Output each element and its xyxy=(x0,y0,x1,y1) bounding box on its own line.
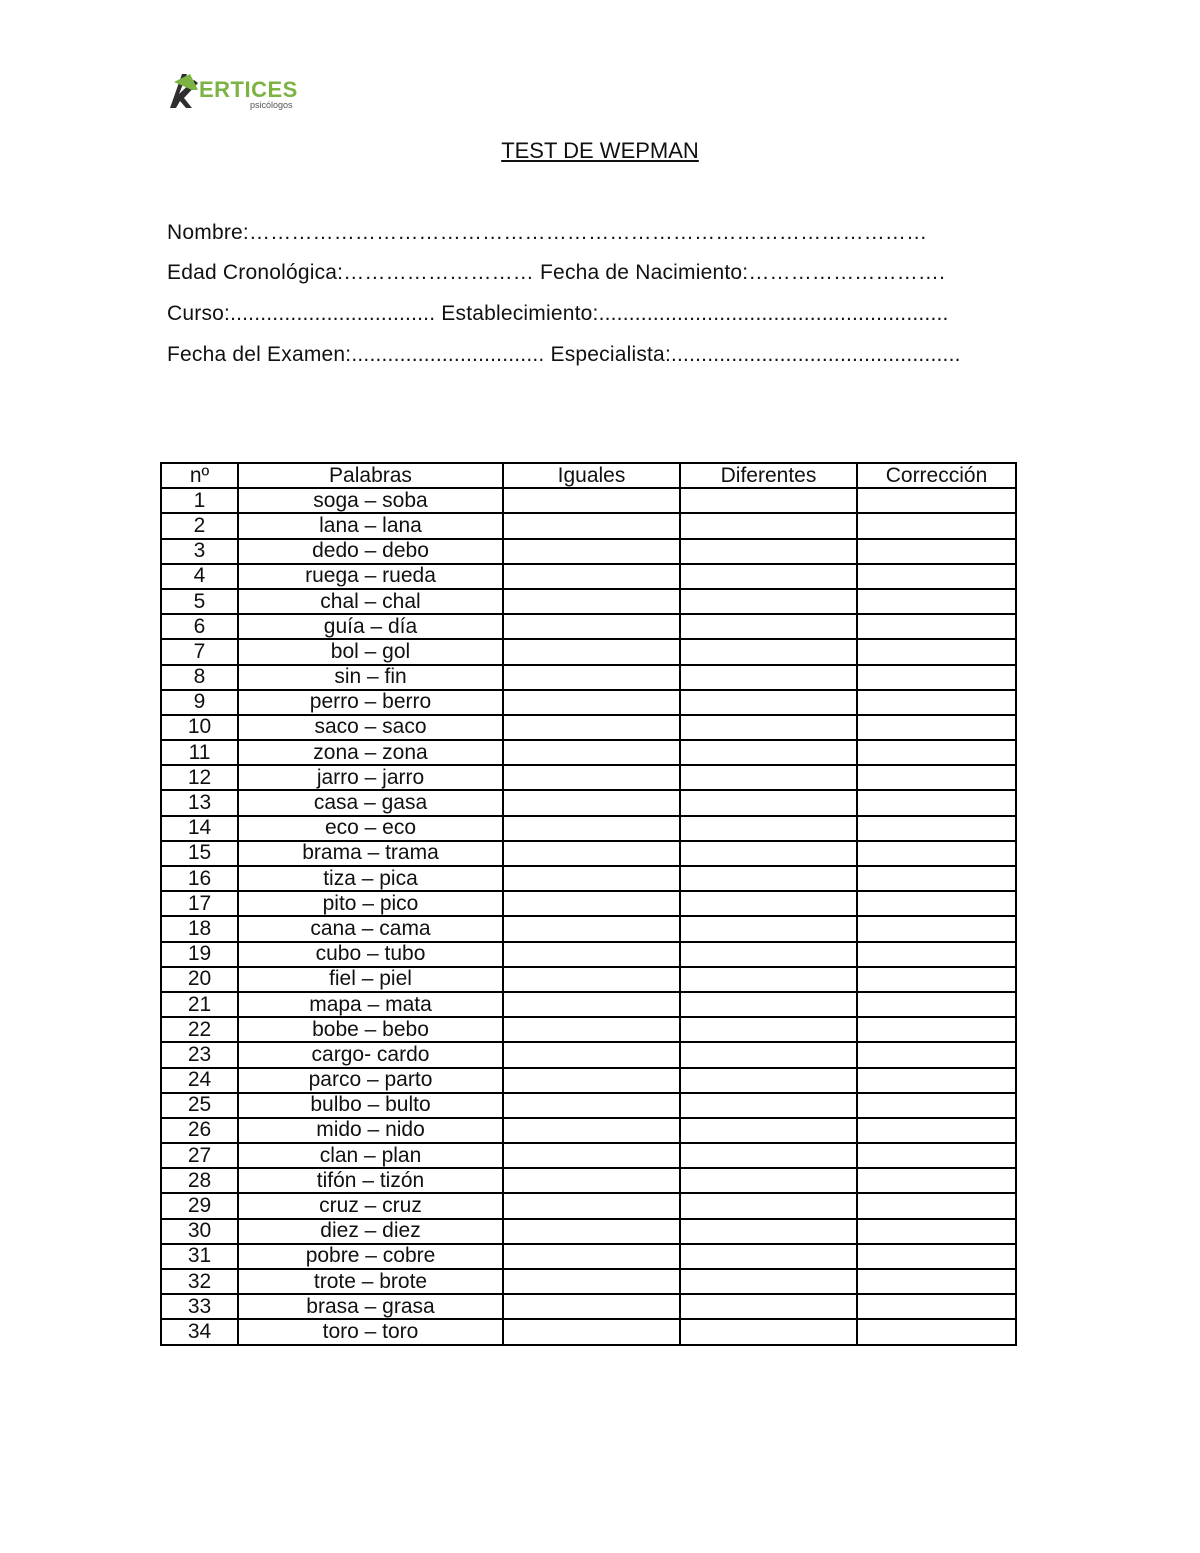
row-number: 34 xyxy=(161,1319,238,1344)
row-number: 4 xyxy=(161,564,238,589)
table-row xyxy=(161,967,1016,992)
correccion-cell[interactable] xyxy=(857,1118,1016,1143)
iguales-cell[interactable] xyxy=(503,1193,680,1218)
table-row xyxy=(161,916,1016,941)
correccion-cell[interactable] xyxy=(857,942,1016,967)
correccion-cell[interactable] xyxy=(857,715,1016,740)
table-row xyxy=(161,1017,1016,1042)
correccion-cell[interactable] xyxy=(857,1042,1016,1067)
iguales-cell[interactable] xyxy=(503,992,680,1017)
diferentes-cell[interactable] xyxy=(680,841,857,866)
table-row xyxy=(161,1219,1016,1244)
fecha-nacimiento-dots[interactable]: ………………………. xyxy=(748,261,946,284)
correccion-cell[interactable] xyxy=(857,916,1016,941)
correccion-cell[interactable] xyxy=(857,1068,1016,1093)
row-number: 1 xyxy=(161,488,238,513)
iguales-cell[interactable] xyxy=(503,715,680,740)
row-number: 29 xyxy=(161,1193,238,1218)
row-number: 2 xyxy=(161,513,238,538)
row-words: diez – diez xyxy=(238,1219,503,1244)
table-row xyxy=(161,564,1016,589)
row-number: 20 xyxy=(161,967,238,992)
iguales-cell[interactable] xyxy=(503,1042,680,1067)
row-words: jarro – jarro xyxy=(238,765,503,790)
row-number: 9 xyxy=(161,690,238,715)
row-number: 26 xyxy=(161,1118,238,1143)
correccion-cell[interactable] xyxy=(857,513,1016,538)
iguales-cell[interactable] xyxy=(503,916,680,941)
correccion-cell[interactable] xyxy=(857,891,1016,916)
row-number: 31 xyxy=(161,1244,238,1269)
correccion-cell[interactable] xyxy=(857,589,1016,614)
correccion-cell[interactable] xyxy=(857,866,1016,891)
correccion-cell[interactable] xyxy=(857,765,1016,790)
row-words: pobre – cobre xyxy=(238,1244,503,1269)
iguales-cell[interactable] xyxy=(503,816,680,841)
especialista-label: Especialista: xyxy=(550,343,671,366)
table-row xyxy=(161,1118,1016,1143)
table-row xyxy=(161,1244,1016,1269)
diferentes-cell[interactable] xyxy=(680,1269,857,1294)
row-number: 8 xyxy=(161,665,238,690)
wepman-table xyxy=(160,462,1017,1346)
row-words: fiel – piel xyxy=(238,967,503,992)
table-row xyxy=(161,488,1016,513)
table-row xyxy=(161,665,1016,690)
row-words: cruz – cruz xyxy=(238,1193,503,1218)
row-number: 30 xyxy=(161,1219,238,1244)
iguales-cell[interactable] xyxy=(503,891,680,916)
diferentes-cell[interactable] xyxy=(680,564,857,589)
fecha-examen-dots[interactable]: ................................ xyxy=(351,343,551,366)
row-words: tiza – pica xyxy=(238,866,503,891)
establecimiento-dots[interactable]: .......................................................... xyxy=(598,302,949,325)
diferentes-cell[interactable] xyxy=(680,488,857,513)
diferentes-cell[interactable] xyxy=(680,942,857,967)
diferentes-cell[interactable] xyxy=(680,816,857,841)
row-number: 33 xyxy=(161,1294,238,1319)
row-words: sin – fin xyxy=(238,665,503,690)
diferentes-cell[interactable] xyxy=(680,967,857,992)
table-row xyxy=(161,740,1016,765)
table-row xyxy=(161,690,1016,715)
row-number: 32 xyxy=(161,1269,238,1294)
row-words: cargo- cardo xyxy=(238,1042,503,1067)
diferentes-cell[interactable] xyxy=(680,665,857,690)
table-row xyxy=(161,1319,1016,1344)
row-words: cubo – tubo xyxy=(238,942,503,967)
correccion-cell[interactable] xyxy=(857,1269,1016,1294)
correccion-cell[interactable] xyxy=(857,639,1016,664)
iguales-cell[interactable] xyxy=(503,1093,680,1118)
nombre-dots[interactable]: …………………………………………………………………………………… xyxy=(248,221,928,244)
row-words: guía – día xyxy=(238,614,503,639)
table-row xyxy=(161,790,1016,815)
table-row xyxy=(161,765,1016,790)
row-number: 6 xyxy=(161,614,238,639)
diferentes-cell[interactable] xyxy=(680,1319,857,1344)
row-words: zona – zona xyxy=(238,740,503,765)
correccion-cell[interactable] xyxy=(857,1294,1016,1319)
row-number: 13 xyxy=(161,790,238,815)
correccion-cell[interactable] xyxy=(857,614,1016,639)
diferentes-cell[interactable] xyxy=(680,513,857,538)
table-row xyxy=(161,1294,1016,1319)
row-number: 14 xyxy=(161,816,238,841)
table-row xyxy=(161,992,1016,1017)
iguales-cell[interactable] xyxy=(503,1269,680,1294)
diferentes-cell[interactable] xyxy=(680,690,857,715)
row-words: mapa – mata xyxy=(238,992,503,1017)
row-number: 18 xyxy=(161,916,238,941)
table-row xyxy=(161,614,1016,639)
iguales-cell[interactable] xyxy=(503,1294,680,1319)
row-words: pito – pico xyxy=(238,891,503,916)
table-header-row xyxy=(161,463,1016,488)
diferentes-cell[interactable] xyxy=(680,715,857,740)
row-words: eco – eco xyxy=(238,816,503,841)
document-title: TEST DE WEPMAN xyxy=(501,138,699,163)
correccion-cell[interactable] xyxy=(857,1093,1016,1118)
curso-establecimiento-field xyxy=(167,302,949,326)
row-number: 24 xyxy=(161,1068,238,1093)
row-words: bol – gol xyxy=(238,639,503,664)
iguales-cell[interactable] xyxy=(503,614,680,639)
row-words: tifón – tizón xyxy=(238,1168,503,1193)
row-words: bulbo – bulto xyxy=(238,1093,503,1118)
table-row xyxy=(161,816,1016,841)
table-row xyxy=(161,942,1016,967)
iguales-cell[interactable] xyxy=(503,1118,680,1143)
table-row xyxy=(161,841,1016,866)
iguales-cell[interactable] xyxy=(503,765,680,790)
table-row xyxy=(161,1269,1016,1294)
row-words: lana – lana xyxy=(238,513,503,538)
diferentes-cell[interactable] xyxy=(680,1193,857,1218)
diferentes-cell[interactable] xyxy=(680,1068,857,1093)
row-number: 7 xyxy=(161,639,238,664)
diferentes-cell[interactable] xyxy=(680,916,857,941)
diferentes-cell[interactable] xyxy=(680,1017,857,1042)
correccion-cell[interactable] xyxy=(857,1319,1016,1344)
iguales-cell[interactable] xyxy=(503,1068,680,1093)
row-number: 16 xyxy=(161,866,238,891)
correccion-cell[interactable] xyxy=(857,992,1016,1017)
correccion-cell[interactable] xyxy=(857,665,1016,690)
fecha-nacimiento-label: Fecha de Nacimiento: xyxy=(540,261,749,284)
iguales-cell[interactable] xyxy=(503,513,680,538)
table-row xyxy=(161,715,1016,740)
iguales-cell[interactable] xyxy=(503,866,680,891)
iguales-cell[interactable] xyxy=(503,488,680,513)
iguales-cell[interactable] xyxy=(503,790,680,815)
row-words: chal – chal xyxy=(238,589,503,614)
examen-especialista-field xyxy=(167,343,961,367)
curso-label: Curso: xyxy=(167,302,231,325)
correccion-cell[interactable] xyxy=(857,1193,1016,1218)
row-number: 21 xyxy=(161,992,238,1017)
nombre-field xyxy=(167,221,927,245)
diferentes-cell[interactable] xyxy=(680,1244,857,1269)
diferentes-cell[interactable] xyxy=(680,1168,857,1193)
table-row xyxy=(161,1042,1016,1067)
row-words: perro – berro xyxy=(238,690,503,715)
row-words: brama – trama xyxy=(238,841,503,866)
diferentes-cell[interactable] xyxy=(680,1219,857,1244)
correccion-cell[interactable] xyxy=(857,740,1016,765)
diferentes-cell[interactable] xyxy=(680,1143,857,1168)
row-words: dedo – debo xyxy=(238,539,503,564)
table-row xyxy=(161,1168,1016,1193)
table-row xyxy=(161,1093,1016,1118)
iguales-cell[interactable] xyxy=(503,967,680,992)
curso-dots[interactable]: .................................. xyxy=(230,302,442,325)
table-body xyxy=(161,488,1016,1344)
row-number: 19 xyxy=(161,942,238,967)
row-words: toro – toro xyxy=(238,1319,503,1344)
row-number: 28 xyxy=(161,1168,238,1193)
correccion-cell[interactable] xyxy=(857,1168,1016,1193)
correccion-cell[interactable] xyxy=(857,488,1016,513)
row-words: ruega – rueda xyxy=(238,564,503,589)
row-words: soga – soba xyxy=(238,488,503,513)
row-words: parco – parto xyxy=(238,1068,503,1093)
row-words: bobe – bebo xyxy=(238,1017,503,1042)
iguales-cell[interactable] xyxy=(503,1017,680,1042)
iguales-cell[interactable] xyxy=(503,1319,680,1344)
iguales-cell[interactable] xyxy=(503,690,680,715)
table-row xyxy=(161,1143,1016,1168)
diferentes-cell[interactable] xyxy=(680,992,857,1017)
row-number: 10 xyxy=(161,715,238,740)
iguales-cell[interactable] xyxy=(503,564,680,589)
iguales-cell[interactable] xyxy=(503,1219,680,1244)
correccion-cell[interactable] xyxy=(857,564,1016,589)
correccion-cell[interactable] xyxy=(857,790,1016,815)
correccion-cell[interactable] xyxy=(857,539,1016,564)
correccion-cell[interactable] xyxy=(857,690,1016,715)
table-row xyxy=(161,891,1016,916)
row-number: 22 xyxy=(161,1017,238,1042)
row-words: saco – saco xyxy=(238,715,503,740)
diferentes-cell[interactable] xyxy=(680,639,857,664)
vertices-logo xyxy=(168,70,308,112)
iguales-cell[interactable] xyxy=(503,942,680,967)
diferentes-cell[interactable] xyxy=(680,740,857,765)
header-diferentes: Diferentes xyxy=(680,463,857,488)
iguales-cell[interactable] xyxy=(503,1143,680,1168)
row-words: cana – cama xyxy=(238,916,503,941)
table-row xyxy=(161,1193,1016,1218)
iguales-cell[interactable] xyxy=(503,665,680,690)
row-number: 11 xyxy=(161,740,238,765)
row-words: brasa – grasa xyxy=(238,1294,503,1319)
iguales-cell[interactable] xyxy=(503,1168,680,1193)
row-number: 15 xyxy=(161,841,238,866)
diferentes-cell[interactable] xyxy=(680,614,857,639)
establecimiento-label: Establecimiento: xyxy=(441,302,599,325)
iguales-cell[interactable] xyxy=(503,1244,680,1269)
diferentes-cell[interactable] xyxy=(680,891,857,916)
diferentes-cell[interactable] xyxy=(680,765,857,790)
diferentes-cell[interactable] xyxy=(680,790,857,815)
edad-fecha-field xyxy=(167,261,945,285)
row-number: 27 xyxy=(161,1143,238,1168)
row-number: 12 xyxy=(161,765,238,790)
correccion-cell[interactable] xyxy=(857,1219,1016,1244)
especialista-dots[interactable]: ................................................ xyxy=(670,343,961,366)
correccion-cell[interactable] xyxy=(857,967,1016,992)
logo-subtext: psicólogos xyxy=(250,100,293,110)
iguales-cell[interactable] xyxy=(503,539,680,564)
table-row xyxy=(161,589,1016,614)
row-number: 5 xyxy=(161,589,238,614)
edad-dots[interactable]: ……………………… xyxy=(343,261,541,284)
table-row xyxy=(161,539,1016,564)
row-number: 17 xyxy=(161,891,238,916)
diferentes-cell[interactable] xyxy=(680,1093,857,1118)
iguales-cell[interactable] xyxy=(503,841,680,866)
row-words: casa – gasa xyxy=(238,790,503,815)
diferentes-cell[interactable] xyxy=(680,1118,857,1143)
correccion-cell[interactable] xyxy=(857,841,1016,866)
diferentes-cell[interactable] xyxy=(680,866,857,891)
nombre-label: Nombre: xyxy=(167,221,249,244)
table-row xyxy=(161,1068,1016,1093)
correccion-cell[interactable] xyxy=(857,1143,1016,1168)
edad-label: Edad Cronológica: xyxy=(167,261,344,284)
row-number: 25 xyxy=(161,1093,238,1118)
row-words: mido – nido xyxy=(238,1118,503,1143)
header-correccion: Corrección xyxy=(857,463,1016,488)
iguales-cell[interactable] xyxy=(503,740,680,765)
correccion-cell[interactable] xyxy=(857,1244,1016,1269)
diferentes-cell[interactable] xyxy=(680,1294,857,1319)
row-number: 3 xyxy=(161,539,238,564)
correccion-cell[interactable] xyxy=(857,816,1016,841)
diferentes-cell[interactable] xyxy=(680,589,857,614)
table-row xyxy=(161,513,1016,538)
table-row xyxy=(161,866,1016,891)
iguales-cell[interactable] xyxy=(503,589,680,614)
header-numero: nº xyxy=(161,463,238,488)
iguales-cell[interactable] xyxy=(503,639,680,664)
logo-text: ERTICES xyxy=(199,77,298,102)
header-iguales: Iguales xyxy=(503,463,680,488)
row-words: clan – plan xyxy=(238,1143,503,1168)
fecha-examen-label: Fecha del Examen: xyxy=(167,343,352,366)
table-row xyxy=(161,639,1016,664)
row-number: 23 xyxy=(161,1042,238,1067)
correccion-cell[interactable] xyxy=(857,1017,1016,1042)
diferentes-cell[interactable] xyxy=(680,539,857,564)
diferentes-cell[interactable] xyxy=(680,1042,857,1067)
header-palabras: Palabras xyxy=(238,463,503,488)
row-words: trote – brote xyxy=(238,1269,503,1294)
